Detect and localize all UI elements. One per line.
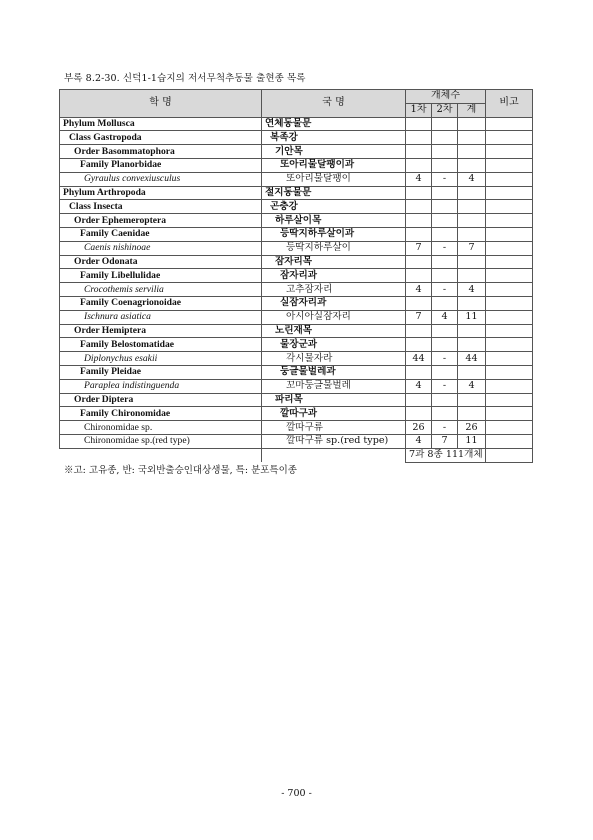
first-count-cell — [406, 365, 432, 379]
scientific-name-cell: Class Insecta — [60, 200, 262, 214]
total-count-cell — [458, 131, 486, 145]
scientific-name-cell: Family Coenagrionoidae — [60, 296, 262, 310]
scientific-name-cell: Family Caenidae — [60, 227, 262, 241]
korean-name-cell: 복족강 — [262, 131, 406, 145]
header-korean-name: 국 명 — [262, 90, 406, 118]
first-count-cell — [406, 186, 432, 200]
korean-name-cell: 물장군과 — [262, 338, 406, 352]
korean-name-cell: 둥글물벌레과 — [262, 365, 406, 379]
remarks-cell — [486, 352, 533, 366]
remarks-cell — [486, 379, 533, 393]
table-row — [60, 227, 533, 241]
summary-blank — [60, 448, 262, 462]
korean-name-cell: 고추잠자리 — [262, 283, 406, 297]
second-count-cell — [432, 296, 458, 310]
table-row — [60, 200, 533, 214]
header-scientific-name: 학 명 — [60, 90, 262, 118]
table-row — [60, 145, 533, 159]
total-count-cell — [458, 117, 486, 131]
total-count-cell — [458, 338, 486, 352]
summary-blank — [262, 448, 406, 462]
table-row — [60, 434, 533, 448]
first-count-cell: 4 — [406, 172, 432, 186]
scientific-name-cell: Paraplea indistinguenda — [60, 379, 262, 393]
total-count-cell: 44 — [458, 352, 486, 366]
remarks-cell — [486, 255, 533, 269]
remarks-cell — [486, 296, 533, 310]
remarks-cell — [486, 365, 533, 379]
remarks-cell — [486, 407, 533, 421]
table-row — [60, 310, 533, 324]
table-row — [60, 338, 533, 352]
summary-remarks — [486, 448, 533, 462]
first-count-cell — [406, 131, 432, 145]
scientific-name-cell: Order Odonata — [60, 255, 262, 269]
second-count-cell — [432, 117, 458, 131]
second-count-cell — [432, 324, 458, 338]
total-count-cell: 26 — [458, 421, 486, 435]
second-count-cell — [432, 145, 458, 159]
scientific-name-cell: Order Diptera — [60, 393, 262, 407]
total-count-cell — [458, 186, 486, 200]
first-count-cell — [406, 145, 432, 159]
remarks-cell — [486, 172, 533, 186]
total-count-cell: 11 — [458, 434, 486, 448]
korean-name-cell: 절지동물문 — [262, 186, 406, 200]
first-count-cell — [406, 269, 432, 283]
total-count-cell — [458, 407, 486, 421]
header-remarks: 비고 — [486, 90, 533, 118]
second-count-cell: 7 — [432, 434, 458, 448]
remarks-cell — [486, 324, 533, 338]
scientific-name-cell: Gyraulus convexiusculus — [60, 172, 262, 186]
first-count-cell — [406, 393, 432, 407]
second-count-cell: - — [432, 421, 458, 435]
table-row — [60, 379, 533, 393]
total-count-cell — [458, 158, 486, 172]
second-count-cell — [432, 338, 458, 352]
remarks-cell — [486, 241, 533, 255]
first-count-cell: 4 — [406, 379, 432, 393]
second-count-cell — [432, 186, 458, 200]
remarks-cell — [486, 338, 533, 352]
summary-total: 7과 8종 111개체 — [406, 448, 486, 462]
table-row — [60, 117, 533, 131]
total-count-cell: 4 — [458, 283, 486, 297]
total-count-cell: 4 — [458, 379, 486, 393]
second-count-cell: - — [432, 241, 458, 255]
first-count-cell — [406, 227, 432, 241]
korean-name-cell: 등딱지하루살이 — [262, 241, 406, 255]
total-count-cell — [458, 393, 486, 407]
remarks-cell — [486, 393, 533, 407]
total-count-cell — [458, 365, 486, 379]
total-count-cell — [458, 145, 486, 159]
table-row — [60, 255, 533, 269]
first-count-cell: 7 — [406, 241, 432, 255]
remarks-cell — [486, 186, 533, 200]
korean-name-cell: 또아리물달팽이과 — [262, 158, 406, 172]
remarks-cell — [486, 145, 533, 159]
total-count-cell — [458, 324, 486, 338]
footnote: ※고: 고유종, 반: 국외반출승인대상생물, 특: 분포특이종 — [64, 465, 297, 476]
table-row — [60, 241, 533, 255]
second-count-cell — [432, 200, 458, 214]
table-row — [60, 283, 533, 297]
remarks-cell — [486, 227, 533, 241]
scientific-name-cell: Class Gastropoda — [60, 131, 262, 145]
first-count-cell — [406, 117, 432, 131]
second-count-cell — [432, 158, 458, 172]
scientific-name-cell: Diplonychus esakii — [60, 352, 262, 366]
scientific-name-cell: Crocothemis servilia — [60, 283, 262, 297]
scientific-name-cell: Order Hemiptera — [60, 324, 262, 338]
total-count-cell: 4 — [458, 172, 486, 186]
korean-name-cell: 꼬마둥글물벌레 — [262, 379, 406, 393]
korean-name-cell: 연체동물문 — [262, 117, 406, 131]
first-count-cell — [406, 296, 432, 310]
korean-name-cell: 각시물자라 — [262, 352, 406, 366]
scientific-name-cell: Chironomidae sp.(red type) — [60, 434, 262, 448]
table-body — [60, 117, 533, 448]
first-count-cell — [406, 338, 432, 352]
korean-name-cell: 또아리물달팽이 — [262, 172, 406, 186]
korean-name-cell: 노린재목 — [262, 324, 406, 338]
total-count-cell — [458, 255, 486, 269]
header-count-group: 개체수 — [406, 90, 486, 104]
page-number: - 700 - — [281, 788, 312, 799]
korean-name-cell: 잠자리목 — [262, 255, 406, 269]
korean-name-cell: 아시아실잠자리 — [262, 310, 406, 324]
scientific-name-cell: Phylum Mollusca — [60, 117, 262, 131]
total-count-cell — [458, 200, 486, 214]
second-count-cell — [432, 227, 458, 241]
first-count-cell: 7 — [406, 310, 432, 324]
scientific-name-cell: Chironomidae sp. — [60, 421, 262, 435]
second-count-cell — [432, 407, 458, 421]
total-count-cell: 7 — [458, 241, 486, 255]
scientific-name-cell: Family Planorbidae — [60, 158, 262, 172]
remarks-cell — [486, 283, 533, 297]
korean-name-cell: 하루살이목 — [262, 214, 406, 228]
table-row — [60, 421, 533, 435]
scientific-name-cell: Phylum Arthropoda — [60, 186, 262, 200]
remarks-cell — [486, 310, 533, 324]
remarks-cell — [486, 200, 533, 214]
header-first-survey: 1차 — [406, 103, 432, 117]
second-count-cell: - — [432, 379, 458, 393]
remarks-cell — [486, 421, 533, 435]
table-row — [60, 214, 533, 228]
table-row — [60, 269, 533, 283]
korean-name-cell: 파리목 — [262, 393, 406, 407]
scientific-name-cell: Order Basommatophora — [60, 145, 262, 159]
scientific-name-cell: Caenis nishinoae — [60, 241, 262, 255]
remarks-cell — [486, 158, 533, 172]
first-count-cell — [406, 200, 432, 214]
table-row — [60, 172, 533, 186]
table-caption: 부록 8.2-30. 신덕1-1습지의 저서무척추동물 출현종 목록 — [64, 73, 306, 84]
total-count-cell — [458, 227, 486, 241]
total-count-cell — [458, 269, 486, 283]
second-count-cell — [432, 255, 458, 269]
remarks-cell — [486, 434, 533, 448]
first-count-cell — [406, 324, 432, 338]
korean-name-cell: 깔따구류 sp.(red type) — [262, 434, 406, 448]
total-count-cell — [458, 214, 486, 228]
scientific-name-cell: Ischnura asiatica — [60, 310, 262, 324]
table-row — [60, 296, 533, 310]
table-row — [60, 324, 533, 338]
first-count-cell — [406, 255, 432, 269]
second-count-cell — [432, 393, 458, 407]
table-row — [60, 158, 533, 172]
korean-name-cell: 기안목 — [262, 145, 406, 159]
korean-name-cell: 곤충강 — [262, 200, 406, 214]
table-row — [60, 393, 533, 407]
second-count-cell — [432, 365, 458, 379]
scientific-name-cell: Order Ephemeroptera — [60, 214, 262, 228]
second-count-cell — [432, 214, 458, 228]
table-row — [60, 352, 533, 366]
scientific-name-cell: Family Chironomidae — [60, 407, 262, 421]
scientific-name-cell: Family Libellulidae — [60, 269, 262, 283]
table-row — [60, 407, 533, 421]
remarks-cell — [486, 131, 533, 145]
second-count-cell: - — [432, 172, 458, 186]
remarks-cell — [486, 269, 533, 283]
second-count-cell — [432, 269, 458, 283]
remarks-cell — [486, 214, 533, 228]
first-count-cell: 4 — [406, 283, 432, 297]
table-row — [60, 365, 533, 379]
scientific-name-cell: Family Pleidae — [60, 365, 262, 379]
korean-name-cell: 등딱지하루살이과 — [262, 227, 406, 241]
second-count-cell: - — [432, 283, 458, 297]
second-count-cell: - — [432, 352, 458, 366]
korean-name-cell: 잠자리과 — [262, 269, 406, 283]
first-count-cell: 4 — [406, 434, 432, 448]
species-table — [59, 89, 533, 463]
total-count-cell: 11 — [458, 310, 486, 324]
korean-name-cell: 실잠자리과 — [262, 296, 406, 310]
scientific-name-cell: Family Belostomatidae — [60, 338, 262, 352]
header-total: 계 — [458, 103, 486, 117]
table-row — [60, 186, 533, 200]
korean-name-cell: 깔따구류 — [262, 421, 406, 435]
first-count-cell: 26 — [406, 421, 432, 435]
first-count-cell: 44 — [406, 352, 432, 366]
table-row — [60, 131, 533, 145]
summary-row — [60, 448, 533, 462]
first-count-cell — [406, 214, 432, 228]
second-count-cell — [432, 131, 458, 145]
second-count-cell: 4 — [432, 310, 458, 324]
remarks-cell — [486, 117, 533, 131]
header-second-survey: 2차 — [432, 103, 458, 117]
first-count-cell — [406, 407, 432, 421]
first-count-cell — [406, 158, 432, 172]
korean-name-cell: 깔따구과 — [262, 407, 406, 421]
total-count-cell — [458, 296, 486, 310]
